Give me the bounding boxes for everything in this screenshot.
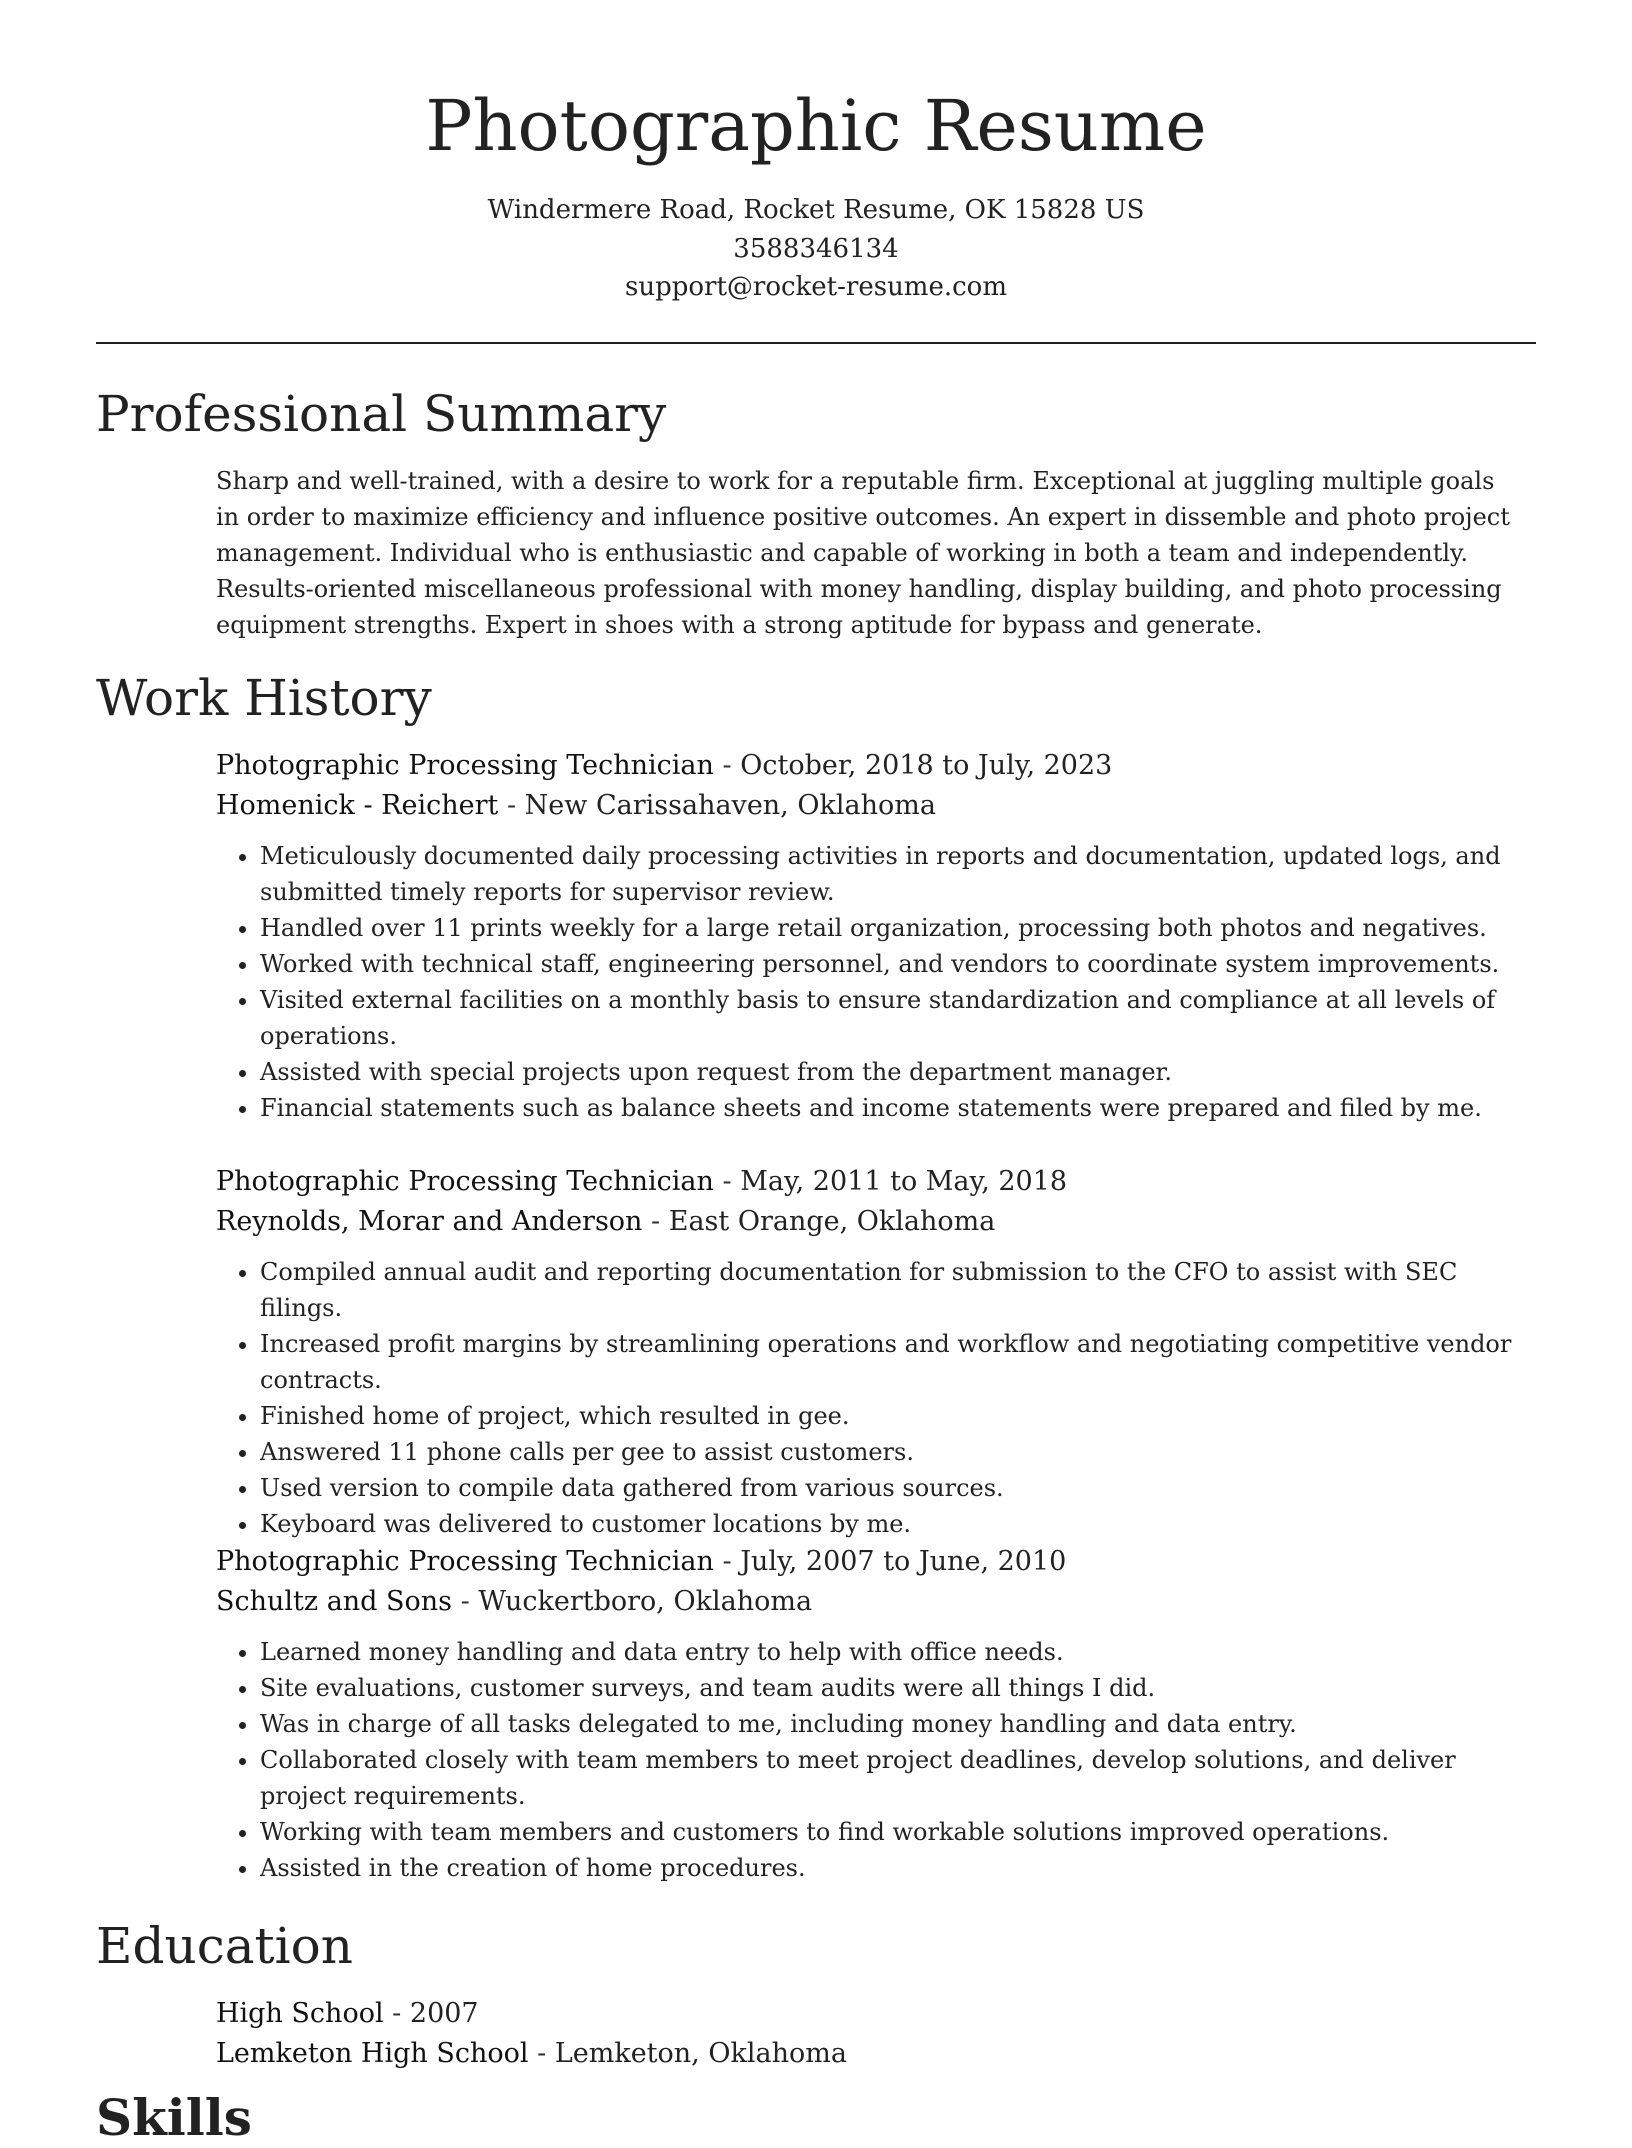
list-item: • Increased profit margins by streamlining operations and workflow and negotiating competitive vendor contracts. [260, 1326, 1536, 1398]
education-degree-line [216, 1994, 1536, 2034]
separator: - [713, 750, 741, 781]
separator: - [452, 1586, 479, 1617]
list-item: • Assisted with special projects upon request from the department manager. [260, 1054, 1536, 1090]
separator: - [713, 1546, 741, 1577]
list-item: • Financial statements such as balance sheets and income statements were prepared and filed by me. [260, 1090, 1536, 1126]
work-history-heading: Work History [96, 669, 432, 727]
job-title-line [216, 1162, 1536, 1202]
job-company-line [216, 1202, 1536, 1242]
education-school: Lemketon High School [216, 2038, 529, 2069]
contact-email: support@rocket-resume.com [624, 272, 1007, 302]
list-item: • Compiled annual audit and reporting documentation for submission to the CFO to assist with SEC filings. [260, 1254, 1536, 1326]
list-item: • Worked with technical staff, engineering personnel, and vendors to coordinate system improvements. [260, 946, 1536, 982]
job-title-line [216, 1542, 1536, 1582]
separator: - [383, 1998, 410, 2029]
list-item: • Site evaluations, customer surveys, and team audits were all things I did. [260, 1670, 1536, 1706]
header-divider [96, 342, 1536, 344]
job-dates: July, 2007 to June, 2010 [740, 1546, 1067, 1577]
job-location: East Orange, Oklahoma [668, 1206, 996, 1237]
resume-name: Photographic Resume [425, 85, 1207, 167]
list-item: • Learned money handling and data entry to help with office needs. [260, 1634, 1536, 1670]
list-item: • Assisted in the creation of home procedures. [260, 1850, 1536, 1886]
separator: - [642, 1206, 669, 1237]
job-location: New Carissahaven, Oklahoma [524, 790, 936, 821]
separator: - [498, 790, 525, 821]
list-item: • Meticulously documented daily processing activities in reports and documentation, updated logs, and submitted timely reports for supervisor review. [260, 838, 1536, 910]
job-title: Photographic Processing Technician [216, 1166, 714, 1197]
list-item: • Visited external facilities on a monthly basis to ensure standardization and compliance at all levels of operations. [260, 982, 1536, 1054]
contact-address: Windermere Road, Rocket Resume, OK 15828 US [487, 195, 1145, 225]
summary-text: Sharp and well-trained, with a desire to work for a reputable firm. Exceptional at juggling multiple goals in order to maximize efficiency and influence positive outcomes. An expert in dissemble and photo project management. Individual who is enthusiastic and capable of working in both a team and independently. Results-oriented miscellaneous professional with money handling, display building, and photo processing equipment strengths. Expert in shoes with a strong aptitude for bypass and generate. [216, 467, 1510, 639]
list-item: • Keyboard was delivered to customer locations by me. [260, 1506, 1536, 1542]
job-company: Schultz and Sons [216, 1586, 453, 1617]
job-company: Reynolds, Morar and Anderson [216, 1206, 643, 1237]
job-dates: May, 2011 to May, 2018 [740, 1166, 1068, 1197]
job-location: Wuckertboro, Oklahoma [478, 1586, 813, 1617]
contact-phone: 3588346134 [733, 234, 899, 264]
job-entry [216, 1162, 1536, 1542]
job-company: Homenick - Reichert [216, 790, 499, 821]
separator: - [528, 2038, 555, 2069]
job-title: Photographic Processing Technician [216, 750, 714, 781]
job-entry [216, 746, 1536, 1126]
list-item: • Collaborated closely with team members to meet project deadlines, develop solutions, and deliver project requirements. [260, 1742, 1536, 1814]
education-degree: High School [216, 1998, 384, 2029]
skills-heading: Skills [96, 2088, 252, 2147]
job-bullets [216, 838, 1536, 1126]
job-bullets [216, 1254, 1536, 1542]
education-location: Lemketon, Oklahoma [554, 2038, 847, 2069]
list-item: • Working with team members and customers to find workable solutions improved operations. [260, 1814, 1536, 1850]
job-company-line [216, 786, 1536, 826]
list-item: • Used version to compile data gathered from various sources. [260, 1470, 1536, 1506]
list-item: • Finished home of project, which resulted in gee. [260, 1398, 1536, 1434]
list-item: • Answered 11 phone calls per gee to assist customers. [260, 1434, 1536, 1470]
job-company-line [216, 1582, 1536, 1622]
job-title: Photographic Processing Technician [216, 1546, 714, 1577]
job-bullets [216, 1634, 1536, 1886]
education-heading: Education [96, 1917, 353, 1975]
job-entry [216, 1542, 1536, 1886]
education-school-line [216, 2034, 1536, 2074]
job-dates: October, 2018 to July, 2023 [740, 750, 1113, 781]
education-year: 2007 [409, 1998, 479, 2029]
education-entry [216, 1994, 1536, 2074]
job-title-line [216, 746, 1536, 786]
summary-heading: Professional Summary [96, 385, 667, 443]
separator: - [713, 1166, 741, 1197]
list-item: • Handled over 11 prints weekly for a large retail organization, processing both photos and negatives. [260, 910, 1536, 946]
list-item: • Was in charge of all tasks delegated to me, including money handling and data entry. [260, 1706, 1536, 1742]
